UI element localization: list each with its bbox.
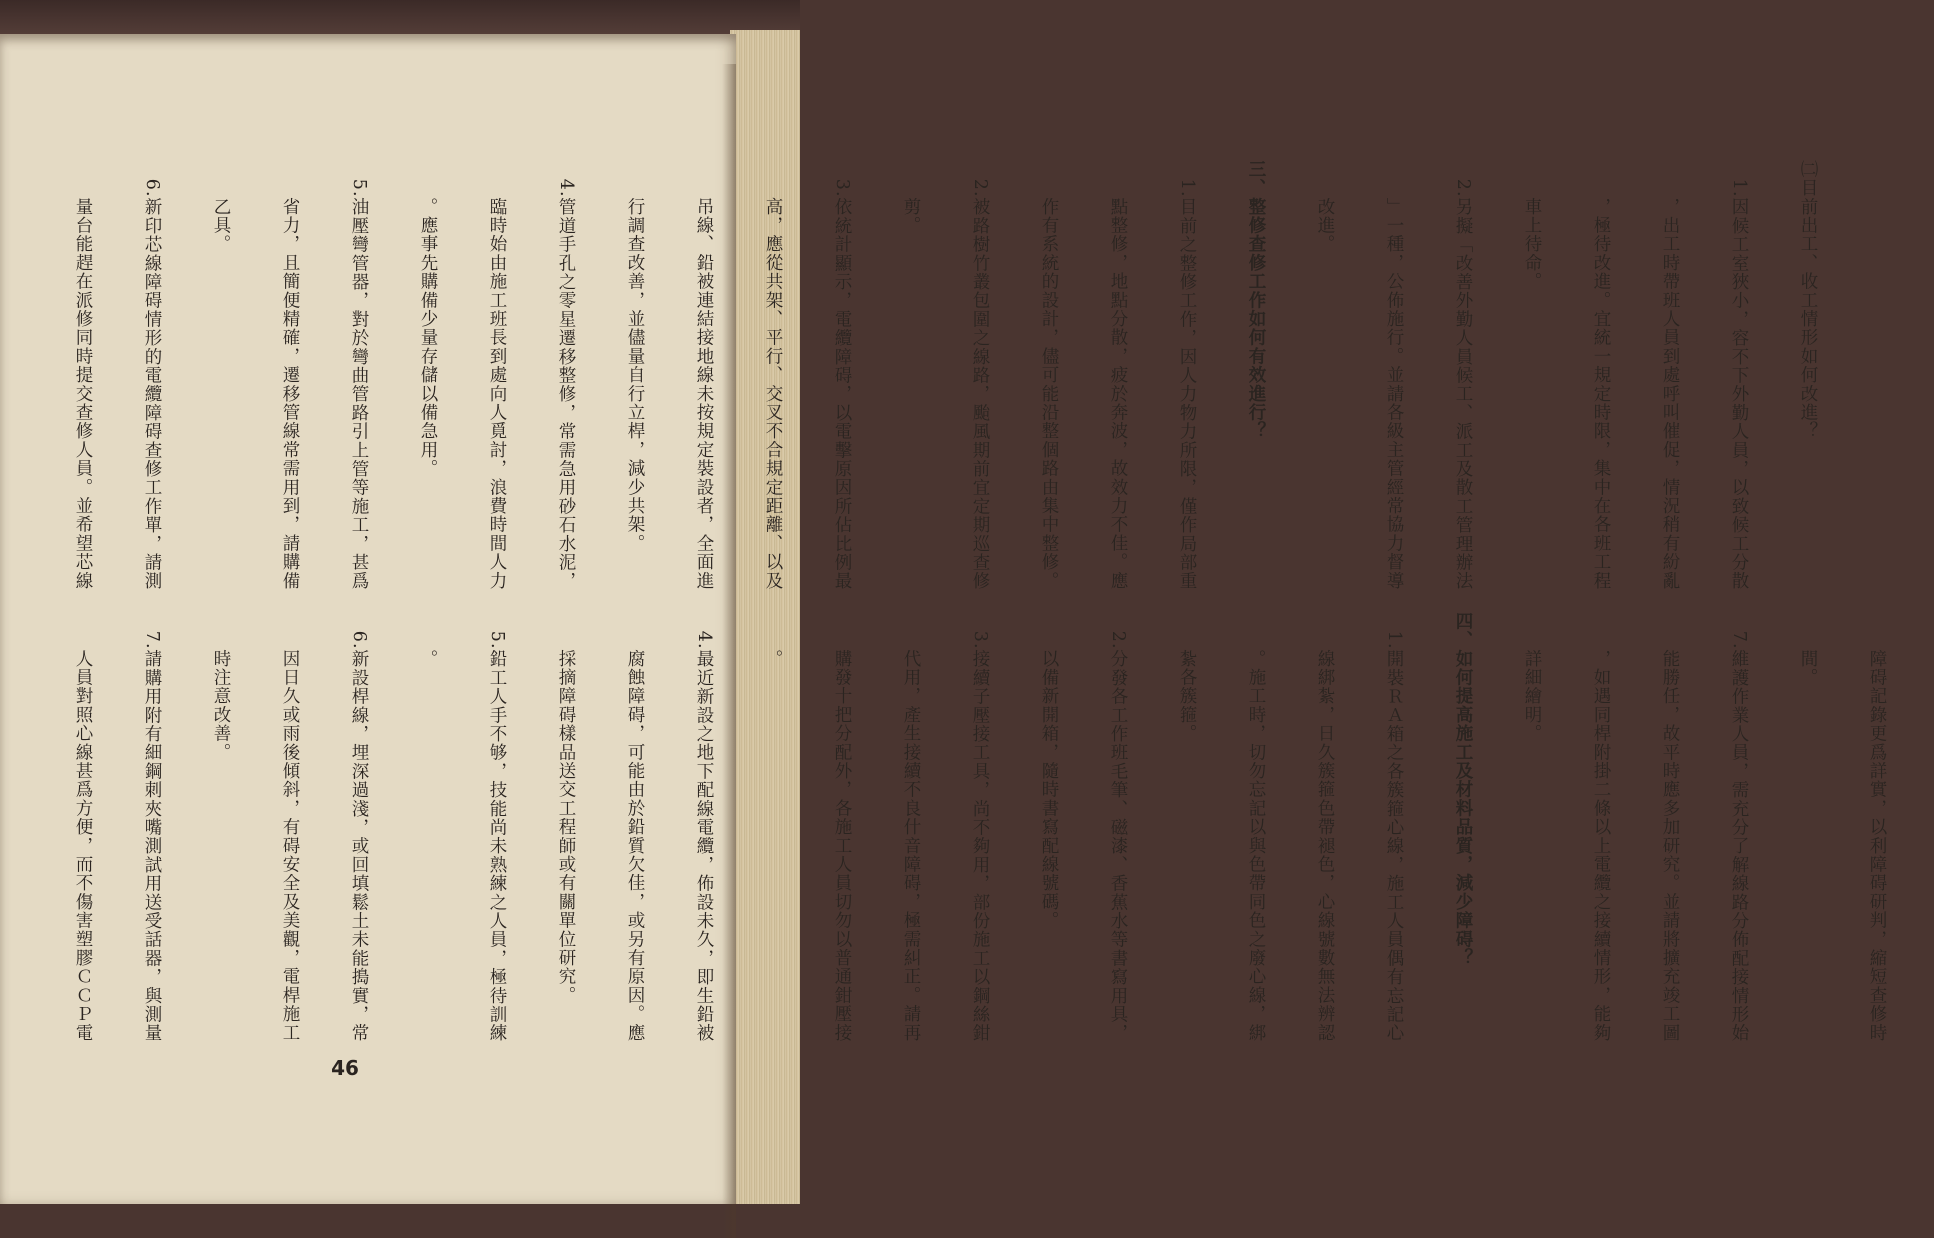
text-line: 紮各簇箍。: [1177, 612, 1197, 743]
text-line: 2.另擬「改善外勤人員候工、派工及散工管理辦法: [1453, 160, 1473, 591]
text-line: 6.新設桿線，埋深過淺，或回填鬆土未能搗實，常: [349, 612, 369, 1043]
text-line: 腐蝕障碍，可能由於鉛質欠佳，或另有原因。應: [625, 612, 645, 1043]
text-line: 省力，且簡便精確，遷移管線常需用到，請購備: [280, 160, 300, 591]
section-heading-3: 三、整修查修工作如何有效進行？: [1246, 160, 1266, 441]
text-line: 。施工時，切勿忘記以與色帶同色之廢心線，綁: [1246, 612, 1266, 1043]
text-line: 乙具。: [211, 160, 231, 254]
text-line: 採摘障碍樣品送交工程師或有關單位研究。: [556, 612, 576, 1005]
text-line: 以備新開箱，隨時書寫配線號碼。: [1039, 612, 1059, 930]
text-line: 人員對照心線甚爲方便，而不傷害塑膠ＣＣＰ電: [73, 612, 93, 1043]
text-line: 7.請購用附有細鋼刺夾嘴測試用送受話器，與測量: [142, 612, 162, 1043]
text-line: 時注意改善。: [211, 612, 231, 762]
text-line: 車上待命。: [1522, 160, 1542, 291]
text-line: 。: [763, 612, 783, 669]
text-line: 詳細繪明。: [1522, 612, 1542, 743]
text-line: 2.被路樹竹叢包圍之線路，颱風期前宜定期巡查修: [970, 160, 990, 591]
text-line: 」一種，公佈施行。並請各級主管經常協力督導: [1384, 160, 1404, 591]
text-line: 4.管道手孔之零星遷移整修，常需急用砂石水泥，: [556, 160, 576, 591]
text-line: 4.最近新設之地下配線電纜，佈設未久，即生鉛被: [694, 612, 714, 1043]
text-line: 3.接續子壓接工具，尚不夠用，部份施工以鋼絲鉗: [970, 612, 990, 1043]
text-line: 高，應從共架、平行、交叉不合規定距離、以及: [763, 160, 783, 591]
upper-text-block: [48, 160, 1865, 630]
text-line: 6.新印芯線障碍情形的電纜障碍查修工作單，請測: [142, 160, 162, 591]
text-line: 量台能趕在派修同時提交查修人員。並希望芯線: [73, 160, 93, 591]
text-line: 購發十把分配外，各施工人員切勿以普通鉗壓接: [832, 612, 852, 1043]
text-line: 1.開裝ＲＡ箱之各簇箍心線，施工人員偶有忘記心: [1384, 612, 1404, 1043]
text-line: 行調查改善，並儘量自行立桿，減少共架。: [625, 160, 645, 553]
text-line: 作有系統的設計，儘可能沿整個路由集中整修。: [1039, 160, 1059, 591]
lower-text-block: [48, 612, 1934, 1062]
text-line: ，出工時帶班人員到處呼叫催促，情況稍有紛亂: [1660, 160, 1680, 591]
text-line: 剪。: [901, 160, 921, 235]
text-line: 3.依統計顯示，電纜障碍，以電擊原因所佔比例最: [832, 160, 852, 591]
text-line: 吊線、鉛被連結接地線未按規定裝設者，全面進: [694, 160, 714, 591]
text-line: 。應事先購備少量存儲以備急用。: [418, 160, 438, 478]
text-line: 間。: [1798, 612, 1818, 687]
section-heading-4: 四、如何提高施工及材料品質，減少障碍？: [1453, 612, 1473, 968]
text-line: 臨時始由施工班長到處向人覓討，浪費時間人力: [487, 160, 507, 591]
text-line: ㈡目前出工、收工情形如何改進？: [1798, 160, 1818, 441]
page-number: 46: [331, 1056, 359, 1080]
text-line: 改進。: [1315, 160, 1335, 254]
text-line: 1.因候工室狹小，容不下外勤人員，以致候工分散: [1729, 160, 1749, 591]
text-line: 點整修，地點分散，疲於奔波，故效力不佳。應: [1108, 160, 1128, 591]
text-line: 5.油壓彎管器，對於彎曲管路引上管等施工，甚爲: [349, 160, 369, 591]
text-line: 2.分發各工作班毛筆、磁漆、香蕉水等書寫用具，: [1108, 612, 1128, 1043]
text-line: ，極待改進。宜統一規定時限，集中在各班工程: [1591, 160, 1611, 591]
text-line: 能勝任，故平時應多加研究。並請將擴充竣工圖: [1660, 612, 1680, 1043]
text-line: 5.鉛工人手不够，技能尚未熟練之人員，極待訓練: [487, 612, 507, 1043]
text-line: 因日久或雨後傾斜，有碍安全及美觀，電桿施工: [280, 612, 300, 1043]
text-line: 1.目前之整修工作，因人力物力所限，僅作局部重: [1177, 160, 1197, 591]
text-line: 障碍記錄更爲詳實，以利障碍研判，縮短查修時: [1867, 612, 1887, 1043]
text-line: 。: [418, 612, 438, 669]
text-line: 7.維護作業人員，需充分了解線路分佈配接情形始: [1729, 612, 1749, 1043]
text-line: 線綁紮，日久簇箍色帶褪色，心線號數無法辨認: [1315, 612, 1335, 1043]
text-line: ，如遇同桿附掛二條以上電纜之接續情形，能夠: [1591, 612, 1611, 1043]
text-line: 代用，產生接續不良什音障碍，極需糾正。請再: [901, 612, 921, 1043]
